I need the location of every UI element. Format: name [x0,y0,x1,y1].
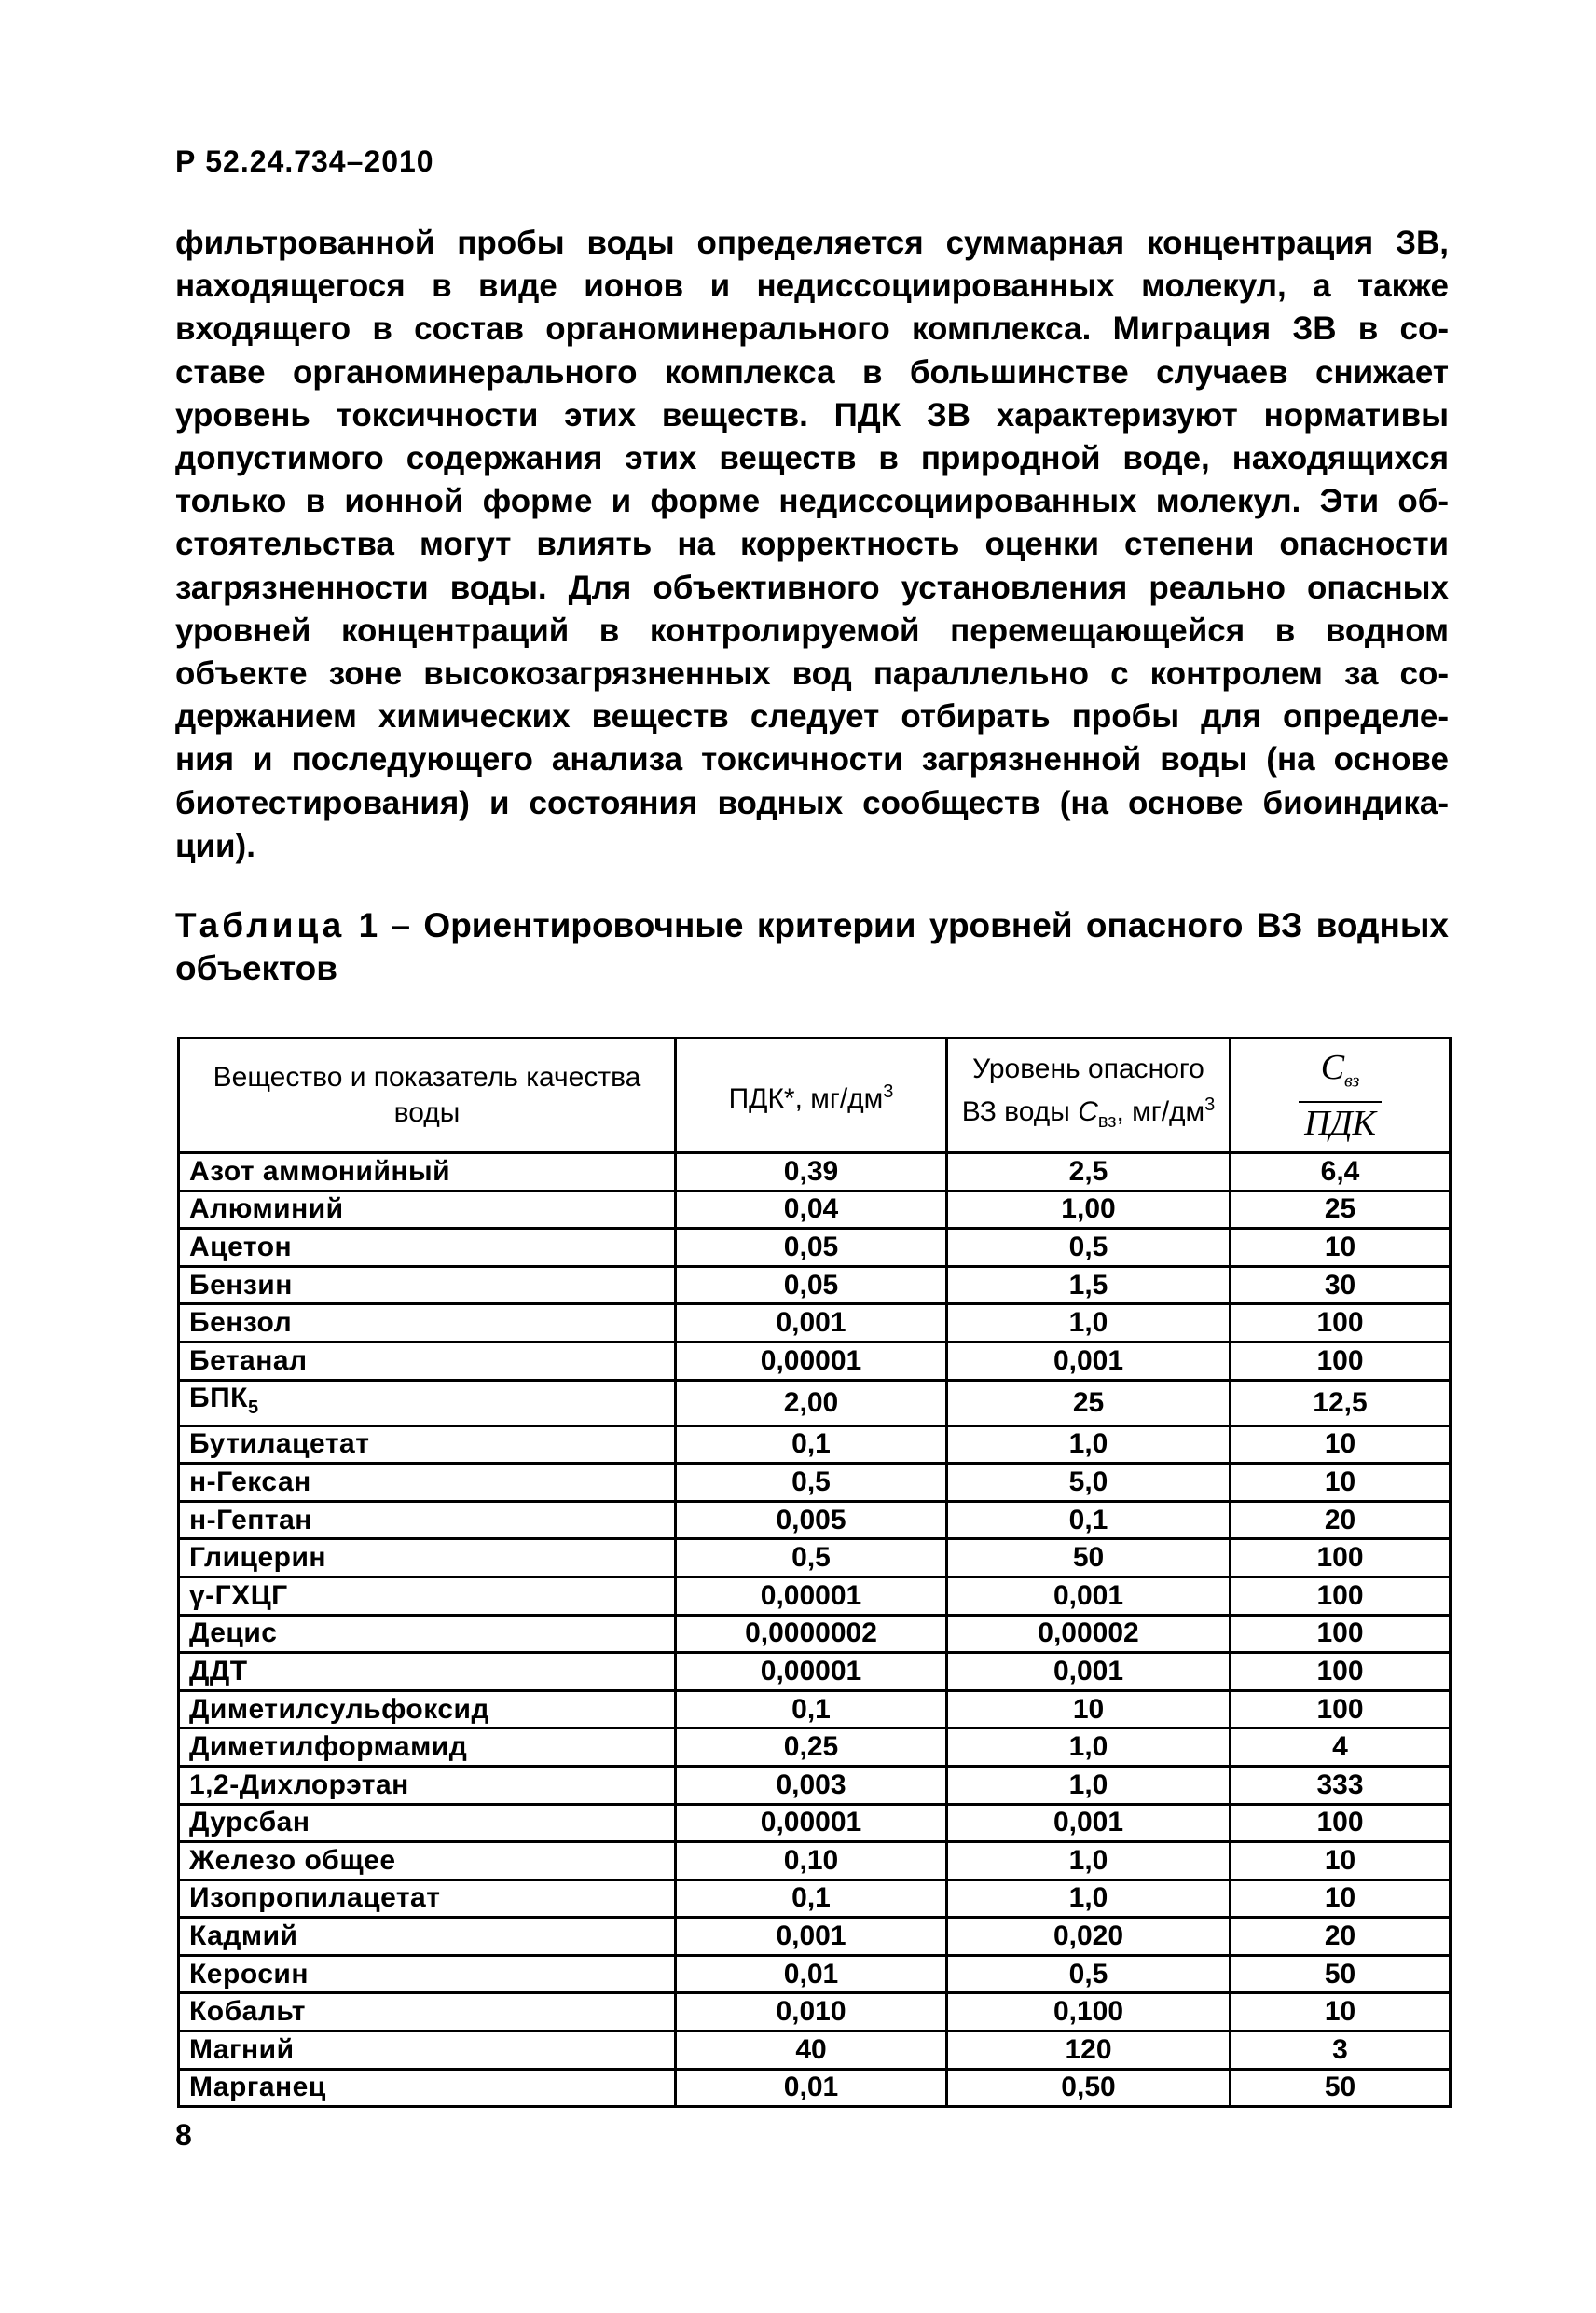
cell-pdk: 0,00001 [676,1576,947,1615]
body-paragraph [175,222,1449,868]
cell-pdk: 0,5 [676,1539,947,1577]
cell-substance: Алюминий [179,1191,676,1229]
cell-pdk: 0,39 [676,1153,947,1191]
cell-substance: Диметилформамид [179,1728,676,1767]
criteria-table [177,1037,1452,2108]
cell-hazard-level: 2,5 [947,1153,1231,1191]
cell-ratio: 10 [1231,1993,1451,2031]
cell-pdk: 0,0000002 [676,1615,947,1653]
cell-substance: Диметилсульфоксид [179,1690,676,1728]
cell-pdk: 0,01 [676,2069,947,2107]
cell-pdk: 0,25 [676,1728,947,1767]
table-row [179,1804,1451,1842]
header-ratio [1231,1039,1451,1153]
paragraph-line: уровень токсичности этих веществ. ПДК ЗВ характеризуют нормативы [175,396,1449,434]
cell-ratio: 50 [1231,1955,1451,1993]
table-header-row [179,1039,1451,1153]
cell-hazard-level: 120 [947,2031,1231,2070]
table-row [179,2069,1451,2107]
table-row [179,1501,1451,1539]
paragraph-line: загрязненности воды. Для объективного установления реально опасных [175,569,1449,606]
table-row [179,1766,1451,1804]
cell-pdk: 0,001 [676,1304,947,1342]
table-row [179,1918,1451,1956]
table-row [179,1539,1451,1577]
cell-ratio: 10 [1231,1879,1451,1918]
cell-substance: Кадмий [179,1918,676,1956]
cell-ratio: 3 [1231,2031,1451,2070]
cell-hazard-level: 0,001 [947,1342,1231,1380]
paragraph-line: фильтрованной пробы воды определяется суммарная концентрация ЗВ, [175,225,1449,261]
cell-ratio: 12,5 [1231,1380,1451,1425]
table-row [179,1342,1451,1380]
paragraph-line: только в ионной форме и форме недиссоциированных молекул. Эти об- [175,483,1449,520]
table-row [179,1955,1451,1993]
cell-pdk: 0,003 [676,1766,947,1804]
cell-hazard-level: 0,001 [947,1804,1231,1842]
ratio-fraction: $\frac{С_{вз}}{\text{ПДК}}$ [1299,1047,1382,1145]
cell-ratio: 100 [1231,1539,1451,1577]
document-code: Р 52.24.734–2010 [175,145,434,178]
paragraph-line: находящегося в виде ионов и недиссоциированных молекул, а также [175,268,1449,305]
cell-pdk: 0,10 [676,1842,947,1880]
cell-pdk: 0,04 [676,1191,947,1229]
cell-pdk: 0,00001 [676,1804,947,1842]
cell-ratio: 100 [1231,1615,1451,1653]
cell-pdk: 0,00001 [676,1653,947,1691]
cell-substance: Бетанал [179,1342,676,1380]
cell-ratio: 100 [1231,1342,1451,1380]
cell-substance: Магний [179,2031,676,2070]
cell-substance: Изопропилацетат [179,1879,676,1918]
cell-ratio: 100 [1231,1804,1451,1842]
cell-ratio: 100 [1231,1576,1451,1615]
cell-substance: Ацетон [179,1229,676,1267]
cell-hazard-level: 1,0 [947,1842,1231,1880]
paragraph-line: ния и последующего анализа токсичности загрязненной воды (на основе [175,741,1449,778]
cell-hazard-level: 25 [947,1380,1231,1425]
cell-substance: Кобальт [179,1993,676,2031]
table-row [179,1191,1451,1229]
cell-pdk: 2,00 [676,1380,947,1425]
cell-hazard-level: 0,1 [947,1501,1231,1539]
cell-substance: Марганец [179,2069,676,2107]
cell-substance: Железо общее [179,1842,676,1880]
cell-substance: Керосин [179,1955,676,1993]
paragraph-line: входящего в состав органоминерального комплекса. Миграция ЗВ в со- [175,310,1449,348]
cell-pdk: 0,5 [676,1464,947,1502]
table-row [179,2031,1451,2070]
cell-hazard-level: 50 [947,1539,1231,1577]
paragraph-line: ции). [175,827,255,864]
table-row [179,1615,1451,1653]
cell-hazard-level: 1,0 [947,1728,1231,1767]
cell-hazard-level: 0,5 [947,1229,1231,1267]
cell-pdk: 0,001 [676,1918,947,1956]
cell-substance: $БПК_5$ [179,1380,676,1425]
cell-ratio: 10 [1231,1425,1451,1464]
page-number: 8 [175,2118,192,2152]
cell-pdk: 0,010 [676,1993,947,2031]
cell-substance: н-Гептан [179,1501,676,1539]
cell-ratio: 100 [1231,1690,1451,1728]
cell-pdk: 0,1 [676,1425,947,1464]
cell-substance: н-Гексан [179,1464,676,1502]
cell-substance: 1,2-Дихлорэтан [179,1766,676,1804]
cell-hazard-level: 5,0 [947,1464,1231,1502]
table-row [179,1993,1451,2031]
cell-pdk: 0,00001 [676,1342,947,1380]
cell-hazard-level: 0,001 [947,1576,1231,1615]
cell-pdk: 0,005 [676,1501,947,1539]
table-caption-title: 1 – Ориентировочные критерии уровней опасного ВЗ водных [345,906,1449,944]
table-row [179,1728,1451,1767]
cell-substance: ДДТ [179,1653,676,1691]
cell-pdk: 0,1 [676,1690,947,1728]
cell-ratio: 100 [1231,1653,1451,1691]
table-row [179,1304,1451,1342]
cell-hazard-level: 0,001 [947,1653,1231,1691]
table-row [179,1690,1451,1728]
cell-hazard-level: 10 [947,1690,1231,1728]
table-row [179,1842,1451,1880]
cell-ratio: 25 [1231,1191,1451,1229]
cell-ratio: 6,4 [1231,1153,1451,1191]
cell-pdk: 0,05 [676,1229,947,1267]
cell-pdk: 40 [676,2031,947,2070]
cell-ratio: 50 [1231,2069,1451,2107]
header-substance: Вещество и показатель качества воды [179,1039,676,1153]
cell-ratio: 10 [1231,1229,1451,1267]
table-caption [175,904,1449,990]
cell-pdk: 0,01 [676,1955,947,1993]
cell-pdk: 0,1 [676,1879,947,1918]
cell-ratio: 20 [1231,1918,1451,1956]
cell-ratio: 333 [1231,1766,1451,1804]
cell-hazard-level: 1,0 [947,1425,1231,1464]
cell-hazard-level: 1,0 [947,1879,1231,1918]
cell-ratio: 10 [1231,1842,1451,1880]
cell-substance: Бензол [179,1304,676,1342]
cell-hazard-level: 0,5 [947,1955,1231,1993]
cell-substance: Глицерин [179,1539,676,1577]
cell-hazard-level: 1,0 [947,1766,1231,1804]
cell-ratio: 4 [1231,1728,1451,1767]
table-caption-title-cont: объектов [175,949,338,987]
table-row [179,1425,1451,1464]
paragraph-line: стоятельства могут влиять на корректность оценки степени опасности [175,526,1449,563]
cell-hazard-level: 0,00002 [947,1615,1231,1653]
table-row [179,1879,1451,1918]
cell-substance: Бутилацетат [179,1425,676,1464]
cell-ratio: 30 [1231,1266,1451,1304]
paragraph-line: держанием химических веществ следует отбирать пробы для определе- [175,698,1449,736]
cell-substance: γ-ГХЦГ [179,1576,676,1615]
header-pdk: ПДК*, $мг/дм^3$ [676,1039,947,1153]
cell-substance: Децис [179,1615,676,1653]
table-row [179,1266,1451,1304]
paragraph-line: ставе органоминерального комплекса в большинстве случаев снижает [175,353,1449,391]
cell-hazard-level: 0,50 [947,2069,1231,2107]
cell-hazard-level: 0,020 [947,1918,1231,1956]
cell-ratio: 100 [1231,1304,1451,1342]
cell-substance: Бензин [179,1266,676,1304]
paragraph-line: уровней концентраций в контролируемой перемещающейся в водном [175,612,1449,649]
table-row [179,1153,1451,1191]
paragraph-line: допустимого содержания этих веществ в природной воде, находящихся [175,440,1449,477]
cell-pdk: 0,05 [676,1266,947,1304]
table-row [179,1380,1451,1425]
cell-hazard-level: 0,100 [947,1993,1231,2031]
header-hazard-level: Уровень опасного ВЗ воды $С_{вз}$, $мг/дм^3$ [947,1039,1231,1153]
paragraph-line: объекте зоне высокозагрязненных вод параллельно с контролем за со- [175,655,1449,693]
cell-ratio: 20 [1231,1501,1451,1539]
table-row [179,1653,1451,1691]
cell-hazard-level: 1,5 [947,1266,1231,1304]
table-row [179,1229,1451,1267]
cell-ratio: 10 [1231,1464,1451,1502]
table-row [179,1464,1451,1502]
paragraph-line: биотестирования) и состояния водных сообществ (на основе биоиндика- [175,784,1449,821]
table-caption-word: Таблица [175,906,346,944]
cell-hazard-level: 1,00 [947,1191,1231,1229]
cell-substance: Дурсбан [179,1804,676,1842]
cell-hazard-level: 1,0 [947,1304,1231,1342]
cell-substance: Азот аммонийный [179,1153,676,1191]
table-row [179,1576,1451,1615]
